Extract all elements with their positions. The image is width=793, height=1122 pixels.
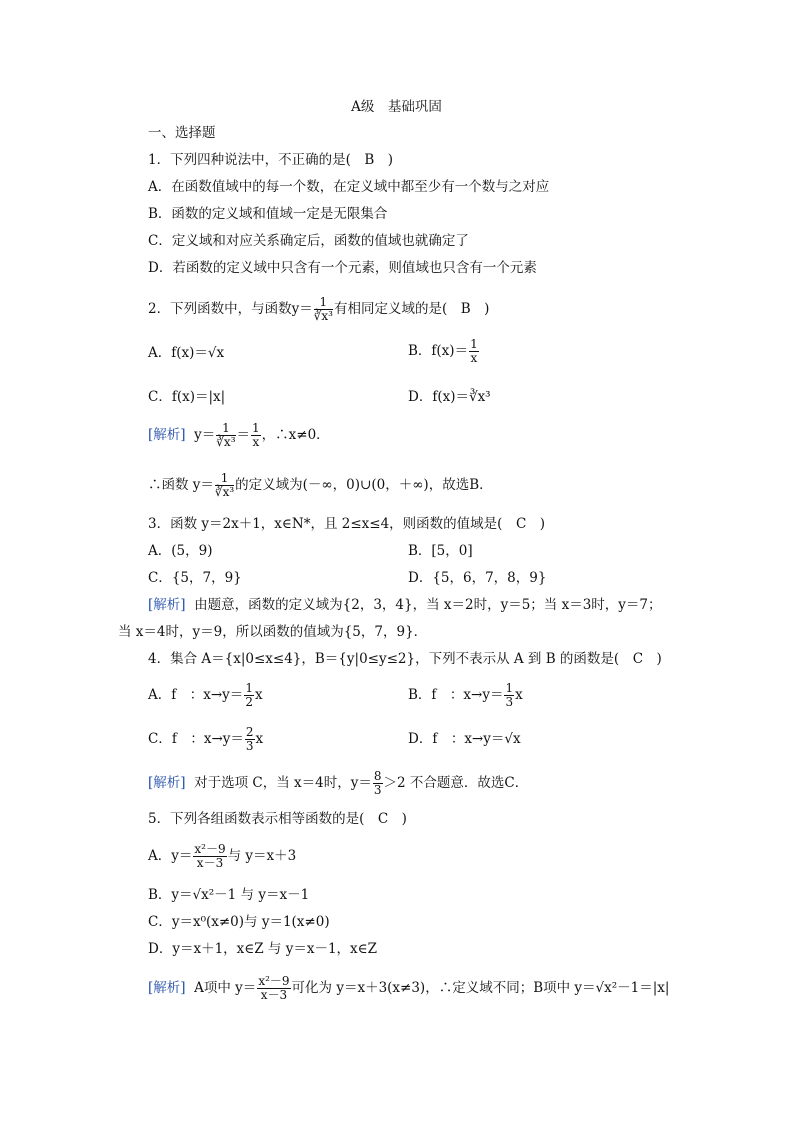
fraction-numerator: 1 [245,681,253,695]
q5-sol-pre: A项中 y＝ [194,980,257,996]
fraction-denominator: x－3 [196,856,224,870]
solution-tag: [解析] [148,980,186,996]
q5-a-post: 与 y＝x＋3 [227,848,297,864]
q2-sol1-mid: ＝ [236,427,251,443]
q3-stem: 3．函数 y＝2x＋1，x∈N*，且 2≤x≤4，则函数的值域是( C ) [148,516,546,532]
q3-solution-line1 [148,596,662,614]
q4-sol-pre: 对于选项 C，当 x＝4时，y＝ [194,775,372,791]
fraction-numerator: 1 [505,681,514,695]
q4-a-pre: A．f ：x→y＝ [148,687,244,703]
q2-sol1-fraction2 [251,422,261,449]
q4-c-pre: C．f ：x→y＝ [148,731,244,747]
fraction-denominator: 3 [245,739,254,753]
q4-b-pre: B．f ：x→y＝ [408,687,504,703]
fraction-denominator: ∛x³ [313,309,333,323]
q4-sol-fraction [373,770,383,797]
q3-option-d: D．{5，6，7，8，9} [408,570,547,586]
q4-c-post: x [255,731,264,747]
q2-solution-line2 [148,472,493,499]
q5-stem: 5．下列各组函数表示相等函数的是( C ) [148,811,407,827]
q2-option-d: D．f(x)＝∛x³ [408,389,491,405]
q5-option-b: B．y＝√x²－1 与 y＝x－1 [148,887,310,903]
fraction-denominator: 2 [245,695,253,709]
q4-a-fraction [244,682,254,709]
q5-option-d: D．y＝x＋1，x∈Z 与 y＝x－1，x∈Z [148,941,378,957]
q2-option-b-fraction [469,338,479,365]
solution-tag: [解析] [148,597,186,613]
q5-option-a [148,843,296,870]
fraction-denominator: 3 [373,783,382,797]
q5-a-fraction [193,843,226,870]
fraction-denominator: ∛x³ [214,485,235,499]
q4-b-fraction [504,682,514,709]
q1-option-b: B．函数的定义域和值域一定是无限集合 [148,206,388,222]
q4-option-b [408,682,523,709]
q4-option-a [148,682,263,709]
q1-option-a: A．在函数值域中的每一个数，在定义域中都至少有一个数与之对应 [148,179,550,195]
solution-tag: [解析] [148,775,186,791]
q1-option-c: C．定义域和对应关系确定后，函数的值域也就确定了 [148,233,469,249]
q4-option-c [148,726,263,753]
fraction-numerator: 1 [314,296,333,310]
fraction-numerator: 1 [252,421,260,435]
q2-stem-y: y＝ [291,301,313,317]
q4-solution [148,770,528,797]
q3-option-c: C．{5，7，9} [148,570,242,586]
page-title: A级 基础巩固 [351,99,442,115]
q2-sol1-post: ，∴x≠0． [261,427,330,443]
q3-solution-line2: 当 x＝4时，y＝9，所以函数的值域为{5，7，9}． [118,624,428,640]
q5-sol-post: 可化为 y＝x＋3(x≠3)，∴定义域不同；B项中 y＝√x²－1＝|x| [291,980,670,996]
q4-b-post: x [515,687,523,703]
q2-sol1-pre: y＝ [194,427,216,443]
fraction-numerator: x²－9 [258,974,290,988]
q2-option-b [408,338,480,365]
q2-stem [148,296,489,323]
fraction-denominator: ∛x³ [216,435,236,449]
q3-sol1: 由题意，函数的定义域为{2，3，4}，当 x＝2时，y＝5；当 x＝3时，y＝7； [194,597,662,613]
q3-option-b: B．[5，0] [408,543,473,559]
fraction-denominator: x [252,435,260,449]
fraction-denominator: x－3 [260,988,288,1002]
q2-sol2-pre: ∴函数 y＝ [148,477,214,493]
fraction-numerator: 1 [470,337,478,351]
q2-option-c: C．f(x)＝|x| [148,389,226,405]
q5-option-c: C．y＝x⁰(x≠0)与 y＝1(x≠0) [148,914,330,930]
q2-stem-pre: 2．下列函数中，与函数 [148,301,292,317]
fraction-numerator: x²－9 [194,842,226,856]
q2-sol1-fraction [216,422,235,449]
fraction-numerator: 1 [216,422,235,436]
q3-option-a: A．(5，9) [148,543,213,559]
q2-stem-fraction [314,296,333,323]
q1-stem: 1．下列四种说法中，不正确的是( B ) [148,152,394,168]
q5-solution [148,975,669,1002]
q4-c-fraction [245,726,255,753]
q5-a-pre: A．y＝ [148,848,193,864]
section-heading: 一、选择题 [148,125,216,141]
fraction-numerator: 2 [245,725,254,739]
q5-sol-fraction [257,975,290,1002]
q2-option-b-pre: B．f(x)＝ [408,343,469,359]
q1-option-d: D．若函数的定义域中只含有一个元素，则值域也只含有一个元素 [148,260,537,276]
q2-solution-line1 [148,422,330,449]
q4-a-post: x [254,687,263,703]
fraction-denominator: x [470,351,478,365]
q2-sol2-post: 的定义域为(－∞，0)∪(0，＋∞)，故选B． [235,477,493,493]
q4-stem: 4．集合 A＝{x|0≤x≤4}，B＝{y|0≤y≤2}，下列不表示从 A 到 B 的函数是( C ) [148,651,662,667]
q4-sol-post: ＞2 不合题意．故选C． [383,775,529,791]
solution-tag: [解析] [148,427,186,443]
q2-stem-post: 有相同定义域的是( B ) [333,301,490,317]
q2-sol2-fraction [215,472,234,499]
fraction-numerator: 8 [373,769,382,783]
q4-option-d: D．f ：x→y＝√x [408,731,521,747]
fraction-denominator: 3 [505,695,514,709]
fraction-numerator: 1 [215,472,234,486]
q2-option-a: A．f(x)＝√x [148,345,225,361]
